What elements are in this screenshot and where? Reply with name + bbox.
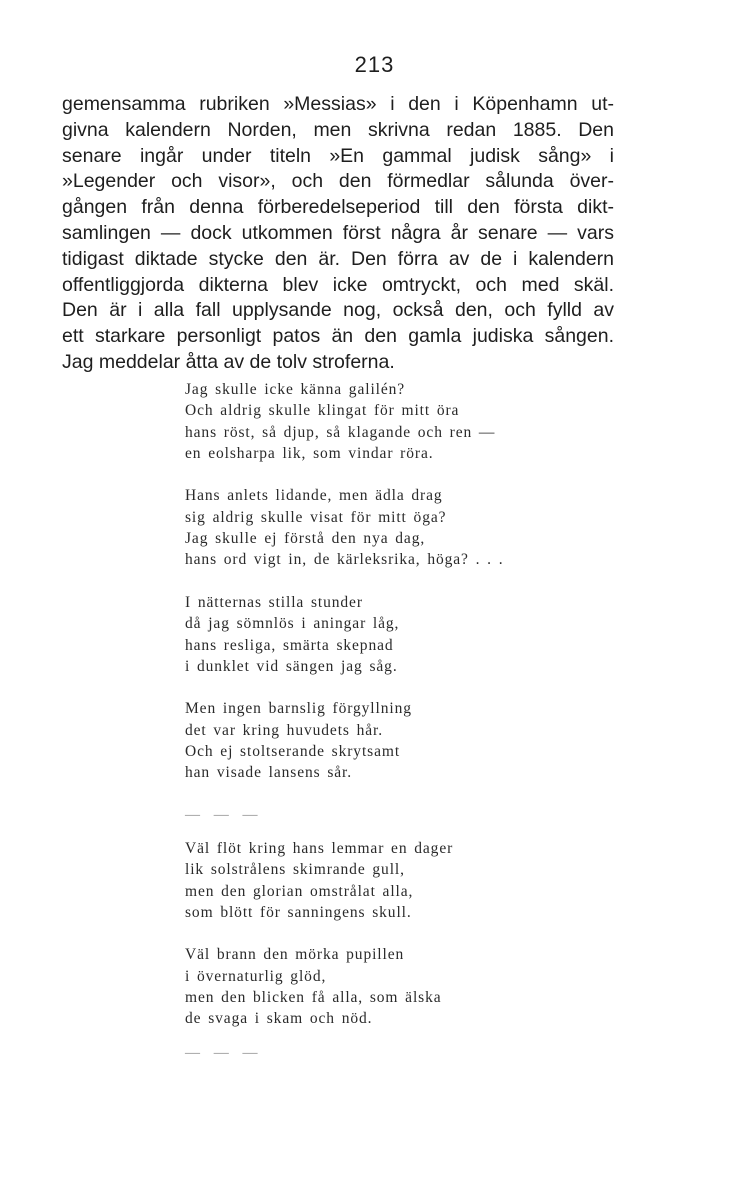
prose-line: senare ingår under titeln »En gammal judisk sång» i	[62, 144, 614, 167]
verse-line: hans ord vigt in, de kärleksrika, höga? . . .	[185, 551, 504, 569]
poem-stanza	[185, 379, 565, 464]
prose-line: givna kalendern Norden, men skrivna redan 1885. Den	[62, 118, 614, 141]
verse-line: men den glorian omstrålat alla,	[185, 882, 414, 900]
verse-line: i övernaturlig glöd,	[185, 967, 327, 985]
poem-stanza	[185, 485, 565, 570]
verse-line: det var kring huvudets hår.	[185, 721, 384, 739]
prose-line: samlingen — dock utkommen först några år senare — vars	[62, 221, 614, 244]
prose-paragraph	[62, 92, 614, 376]
verse-line: Hans anlets lidande, men ädla drag	[185, 487, 443, 505]
verse-line: hans röst, så djup, så klagande och ren —	[185, 423, 496, 441]
prose-line: Den är i alla fall upplysande nog, också den, och fylld av	[62, 299, 614, 322]
section-divider: — — —	[185, 806, 262, 823]
verse-line: Jag skulle ej förstå den nya dag,	[185, 530, 426, 548]
prose-line: »Legender och visor», och den förmedlar sålunda över-	[62, 170, 614, 193]
verse-line: Väl flöt kring hans lemmar en dager	[185, 839, 454, 857]
poem-stanza	[185, 592, 565, 677]
poem-stanza	[185, 838, 565, 923]
poem-stanza	[185, 698, 565, 783]
verse-line: som blött för sanningens skull.	[185, 903, 412, 921]
end-divider: — — —	[185, 1044, 262, 1061]
verse-line: i dunklet vid sängen jag såg.	[185, 657, 398, 675]
verse-line: en eolsharpa lik, som vindar röra.	[185, 444, 434, 462]
page-number: 213	[354, 52, 395, 77]
prose-line: gången från denna förberedelseperiod till den första dikt-	[62, 196, 614, 219]
poem	[185, 379, 565, 1076]
verse-line: då jag sömnlös i aningar låg,	[185, 615, 400, 633]
verse-line: Jag skulle icke känna galilén?	[185, 381, 406, 398]
prose-line: Jag meddelar åtta av de tolv stroferna.	[62, 350, 395, 373]
verse-line: Och aldrig skulle klingat för mitt öra	[185, 402, 460, 420]
verse-line: Väl brann den mörka pupillen	[185, 946, 405, 964]
verse-line: hans resliga, smärta skepnad	[185, 636, 394, 654]
prose-line: tidigast diktade stycke den är. Den förra av de i kalendern	[62, 247, 614, 270]
poem-stanza	[185, 944, 565, 1029]
verse-line: I nätternas stilla stunder	[185, 593, 363, 611]
verse-line: lik solstrålens skimrande gull,	[185, 861, 405, 879]
verse-line: han visade lansens sår.	[185, 764, 353, 782]
verse-line: de svaga i skam och nöd.	[185, 1010, 373, 1028]
prose-line: ett starkare personligt patos än den gamla judiska sången.	[62, 325, 614, 348]
verse-line: men den blicken få alla, som älska	[185, 989, 442, 1007]
verse-line: Och ej stoltserande skrytsamt	[185, 743, 401, 761]
verse-line: Men ingen barnslig förgyllning	[185, 700, 412, 718]
verse-line: sig aldrig skulle visat för mitt öga?	[185, 508, 447, 526]
prose-line: gemensamma rubriken »Messias» i den i Köpenhamn ut-	[62, 93, 614, 115]
prose-line: offentliggjorda dikterna blev icke omtryckt, och med skäl.	[62, 273, 614, 296]
